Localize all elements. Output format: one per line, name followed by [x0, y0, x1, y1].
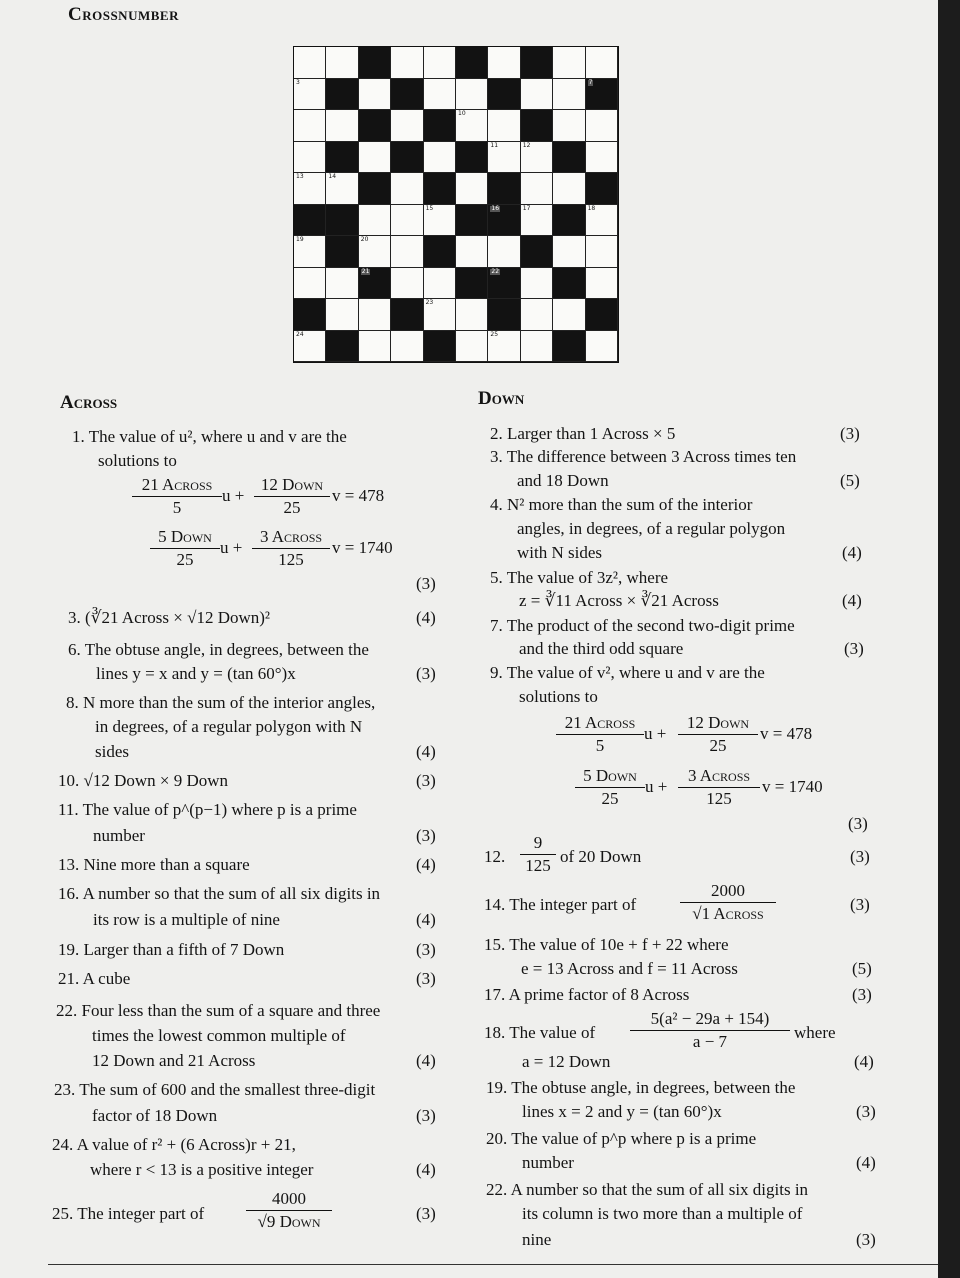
grid-cell[interactable] — [294, 79, 326, 111]
down-clue-12: 12. — [484, 847, 506, 866]
grid-cell[interactable] — [424, 268, 456, 300]
across-eq1-end: v = 478 — [332, 486, 385, 505]
down-clue-19-points: (3) — [856, 1102, 876, 1121]
grid-cell-black — [359, 173, 391, 205]
grid-cell-black — [553, 268, 585, 300]
down-eq1-end: v = 478 — [760, 724, 813, 743]
down-clue-19: 19. The obtuse angle, in degrees, between the — [486, 1078, 796, 1097]
across-clue-25-fraction: 4000 √9 Down — [246, 1188, 332, 1233]
down-clue-9-line2: solutions to — [519, 687, 598, 706]
across-clue-21: 21. A cube — [58, 969, 131, 988]
down-clue-14-points: (3) — [850, 895, 870, 914]
across-eq2-fraction2: 3 Across 125 — [252, 526, 330, 571]
grid-cell[interactable] — [326, 47, 358, 79]
across-clue-1: 1. The value of u², where u and v are the — [72, 427, 347, 446]
grid-cell-number: 3 — [296, 78, 300, 86]
down-eq2-fraction1: 5 Down 25 — [575, 765, 645, 810]
down-clue-20-line2: number — [522, 1153, 574, 1172]
grid-cell-black — [488, 299, 520, 331]
grid-cell-black — [326, 142, 358, 174]
grid-cell-number: 12 — [522, 141, 531, 149]
grid-cell[interactable] — [488, 47, 520, 79]
grid-cell[interactable] — [521, 79, 553, 111]
across-clue-11-line2: number — [93, 826, 145, 845]
grid-cell[interactable] — [359, 236, 391, 268]
across-clue-3-points: (4) — [416, 608, 436, 627]
grid-cell-number: 25 — [490, 330, 499, 338]
down-clue-20-points: (4) — [856, 1153, 876, 1172]
grid-cell-black — [586, 79, 618, 111]
grid-cell-black — [359, 47, 391, 79]
down-clue-2-points: (3) — [840, 424, 860, 443]
down-eq2-fraction2: 3 Across 125 — [678, 765, 760, 810]
across-eq2-end: v = 1740 — [332, 538, 393, 557]
across-clue-23: 23. The sum of 600 and the smallest three-digit — [54, 1080, 376, 1099]
grid-cell[interactable] — [391, 205, 423, 237]
grid-cell[interactable] — [391, 110, 423, 142]
grid-cell[interactable] — [553, 79, 585, 111]
down-clue-22-line2: its column is two more than a multiple of — [522, 1204, 803, 1223]
down-clue-4: 4. N² more than the sum of the interior — [490, 495, 753, 514]
grid-cell[interactable] — [326, 268, 358, 300]
grid-cell-number: 19 — [296, 236, 304, 243]
down-clue-18-line2: a = 12 Down — [522, 1052, 611, 1071]
grid-cell[interactable] — [586, 47, 618, 79]
grid-cell[interactable] — [586, 331, 618, 363]
grid-cell-number: 20 — [360, 236, 369, 243]
grid-cell-black — [553, 205, 585, 237]
across-heading: Across — [60, 392, 118, 413]
grid-cell[interactable] — [424, 299, 456, 331]
grid-cell[interactable] — [359, 299, 391, 331]
down-clue-14: 14. The integer part of — [484, 895, 637, 914]
down-eq1-fraction1: 21 Across 5 — [556, 712, 644, 757]
grid-cell[interactable] — [488, 142, 520, 174]
across-eq1-fraction2: 12 Down 25 — [254, 474, 330, 519]
down-clue-18: 18. The value of — [484, 1023, 596, 1042]
grid-cell-number: 16 — [491, 204, 500, 212]
across-eq1-mid: u + — [222, 486, 245, 505]
across-clue-22-line3: 12 Down and 21 Across — [92, 1051, 256, 1070]
across-clue-6-line2: lines y = x and y = (tan 60°)x — [96, 664, 296, 683]
grid-cell[interactable] — [456, 331, 488, 363]
down-clue-18-fraction: $\frac{\text{5(a² − 29a + 154)}}{a - 7}$ — [630, 1008, 790, 1053]
down-clue-7-line2: and the third odd square — [519, 639, 684, 658]
grid-cell-black — [424, 173, 456, 205]
across-clue-8-line3: sides — [95, 742, 129, 761]
grid-cell[interactable] — [391, 173, 423, 205]
grid-cell-black — [586, 173, 618, 205]
grid-cell-number: 11 — [490, 141, 499, 149]
down-clue-18-where: where — [794, 1023, 836, 1042]
down-clue-3-points: (5) — [840, 471, 860, 490]
grid-cell-black — [521, 110, 553, 142]
across-clue-6-points: (3) — [416, 664, 436, 683]
across-clue-1-points: (3) — [416, 574, 436, 593]
across-clue-3: 3. (∛21 Across × √12 Down)² — [68, 608, 270, 627]
down-clue-17-points: (3) — [852, 985, 872, 1004]
down-heading: Down — [478, 388, 525, 409]
grid-cell-black — [294, 205, 326, 237]
down-clue-4-points: (4) — [842, 543, 862, 562]
across-clue-19-points: (3) — [416, 940, 436, 959]
grid-cell[interactable] — [456, 110, 488, 142]
grid-cell[interactable] — [391, 268, 423, 300]
down-clue-12-points: (3) — [850, 847, 870, 866]
crossnumber-grid — [293, 46, 619, 363]
grid-cell[interactable] — [456, 299, 488, 331]
grid-cell[interactable] — [294, 268, 326, 300]
grid-cell-black — [456, 268, 488, 300]
grid-cell-black — [424, 331, 456, 363]
grid-cell[interactable] — [424, 79, 456, 111]
down-eq2-mid: u + — [645, 777, 668, 796]
down-clue-3-line2: and 18 Down — [517, 471, 609, 490]
across-eq1-fraction1: 21 Across 5 — [132, 474, 222, 519]
grid-cell-black — [586, 299, 618, 331]
grid-cell[interactable] — [553, 47, 585, 79]
grid-cell[interactable] — [326, 173, 358, 205]
down-clue-17: 17. A prime factor of 8 Across — [484, 985, 690, 1004]
down-clue-5-points: (4) — [842, 591, 862, 610]
down-clue-22-points: (3) — [856, 1230, 876, 1249]
down-clue-7: 7. The product of the second two-digit prime — [490, 616, 795, 635]
grid-cell[interactable] — [521, 268, 553, 300]
down-clue-7-points: (3) — [844, 639, 864, 658]
down-clue-19-line2: lines x = 2 and y = (tan 60°)x — [522, 1102, 722, 1121]
down-clue-18-points: (4) — [854, 1052, 874, 1071]
across-clue-10: 10. √12 Down × 9 Down — [58, 771, 229, 790]
grid-cell[interactable] — [521, 173, 553, 205]
down-clue-12-fraction: $\frac{9}{125}$ — [520, 832, 556, 877]
grid-cell-black — [424, 236, 456, 268]
grid-cell-black — [456, 142, 488, 174]
grid-cell-black — [488, 173, 520, 205]
across-clue-16: 16. A number so that the sum of all six digits in — [58, 884, 381, 903]
grid-cell[interactable] — [586, 268, 618, 300]
across-eq2-fraction1: 5 Down 25 — [150, 526, 220, 571]
across-clue-16-points: (4) — [416, 910, 436, 929]
grid-cell[interactable] — [294, 236, 326, 268]
grid-cell-number: 14 — [328, 173, 337, 180]
down-clue-9: 9. The value of v², where u and v are the — [490, 663, 765, 682]
down-clue-20: 20. The value of p^p where p is a prime — [486, 1129, 757, 1148]
grid-cell[interactable] — [294, 173, 326, 205]
grid-cell-black — [359, 268, 391, 300]
bottom-rule — [48, 1264, 938, 1265]
grid-cell[interactable] — [294, 142, 326, 174]
grid-cell[interactable] — [456, 79, 488, 111]
grid-cell-black — [391, 79, 423, 111]
grid-cell[interactable] — [553, 110, 585, 142]
down-eq1-mid: u + — [644, 724, 667, 743]
grid-cell-black — [521, 47, 553, 79]
grid-cell[interactable] — [391, 331, 423, 363]
grid-cell[interactable] — [424, 142, 456, 174]
grid-cell-black — [456, 205, 488, 237]
across-clue-22-points: (4) — [416, 1051, 436, 1070]
page-title: Crossnumber — [68, 4, 179, 25]
across-clue-25: 25. The integer part of — [52, 1204, 205, 1223]
across-clue-13-points: (4) — [416, 855, 436, 874]
grid-cell-black — [488, 79, 520, 111]
across-clue-23-points: (3) — [416, 1106, 436, 1125]
grid-cell[interactable] — [586, 205, 618, 237]
down-clue-9-points: (3) — [848, 814, 868, 833]
grid-cell[interactable] — [391, 236, 423, 268]
screen-edge — [938, 0, 960, 1278]
grid-cell[interactable] — [391, 47, 423, 79]
grid-cell[interactable] — [326, 110, 358, 142]
across-clue-8-points: (4) — [416, 742, 436, 761]
grid-cell-black — [326, 236, 358, 268]
across-eq2-mid: u + — [220, 538, 243, 557]
grid-cell[interactable] — [521, 299, 553, 331]
grid-cell[interactable] — [553, 173, 585, 205]
grid-cell-number: 18 — [587, 204, 596, 212]
across-clue-16-line2: its row is a multiple of nine — [93, 910, 280, 929]
grid-cell-black — [294, 299, 326, 331]
across-clue-8-line2: in degrees, of a regular polygon with N — [95, 717, 363, 736]
grid-cell[interactable] — [424, 47, 456, 79]
grid-cell-number: 17 — [522, 204, 531, 212]
across-clue-13: 13. Nine more than a square — [58, 855, 250, 874]
grid-cell[interactable] — [586, 110, 618, 142]
across-clue-24: 24. A value of r² + (6 Across)r + 21, — [52, 1135, 296, 1154]
grid-cell-black — [553, 331, 585, 363]
across-clue-24-points: (4) — [416, 1160, 436, 1179]
across-clue-11: 11. The value of p^(p−1) where p is a prime — [58, 800, 357, 819]
grid-cell-black — [326, 331, 358, 363]
grid-cell[interactable] — [521, 142, 553, 174]
down-eq2-end: v = 1740 — [762, 777, 823, 796]
grid-cell-black — [391, 299, 423, 331]
across-clue-23-line2: factor of 18 Down — [92, 1106, 218, 1125]
down-eq1-fraction2: 12 Down 25 — [678, 712, 758, 757]
across-clue-11-points: (3) — [416, 826, 436, 845]
down-clue-2: 2. Larger than 1 Across × 5 — [490, 424, 676, 443]
across-clue-1-line2: solutions to — [98, 451, 177, 470]
across-clue-25-points: (3) — [416, 1204, 436, 1223]
grid-cell-black — [359, 110, 391, 142]
down-clue-5-line2: z = ∛11 Across × ∛21 Across — [519, 591, 719, 610]
grid-cell[interactable] — [359, 331, 391, 363]
across-clue-21-points: (3) — [416, 969, 436, 988]
grid-cell[interactable] — [359, 205, 391, 237]
across-clue-22: 22. Four less than the sum of a square and three — [56, 1001, 381, 1020]
grid-cell-number: 23 — [425, 299, 434, 306]
across-clue-19: 19. Larger than a fifth of 7 Down — [58, 940, 285, 959]
grid-cell[interactable] — [294, 47, 326, 79]
grid-cell-number: 10 — [458, 110, 466, 117]
grid-cell[interactable] — [586, 142, 618, 174]
grid-cell-black — [326, 205, 358, 237]
grid-cell[interactable] — [488, 236, 520, 268]
grid-cell-black — [553, 142, 585, 174]
grid-cell[interactable] — [456, 236, 488, 268]
down-clue-15: 15. The value of 10e + f + 22 where — [484, 935, 729, 954]
down-clue-5: 5. The value of 3z², where — [490, 568, 669, 587]
grid-cell-black — [521, 236, 553, 268]
grid-cell-number: 15 — [425, 204, 434, 212]
grid-cell[interactable] — [456, 173, 488, 205]
grid-cell-number: 24 — [296, 330, 304, 338]
grid-cell[interactable] — [553, 299, 585, 331]
grid-cell[interactable] — [326, 299, 358, 331]
grid-cell-black — [326, 79, 358, 111]
grid-cell[interactable] — [424, 205, 456, 237]
across-clue-24-line2: where r < 13 is a positive integer — [90, 1160, 314, 1179]
grid-cell-number: 13 — [296, 173, 304, 180]
down-clue-12-text: of 20 Down — [560, 847, 642, 866]
down-clue-22: 22. A number so that the sum of all six digits in — [486, 1180, 809, 1199]
down-clue-4-line2: angles, in degrees, of a regular polygon — [517, 519, 786, 538]
down-clue-15-line2: e = 13 Across and f = 11 Across — [521, 959, 738, 978]
grid-cell-black — [488, 268, 520, 300]
grid-cell[interactable] — [294, 331, 326, 363]
down-clue-14-fraction: 2000 √1 Across — [680, 880, 776, 925]
grid-cell[interactable] — [359, 142, 391, 174]
grid-cell-black — [488, 205, 520, 237]
down-clue-22-line3: nine — [522, 1230, 552, 1249]
grid-cell[interactable] — [294, 110, 326, 142]
down-clue-15-points: (5) — [852, 959, 872, 978]
grid-cell-number: 7 — [588, 78, 593, 86]
across-clue-6: 6. The obtuse angle, in degrees, between the — [68, 640, 369, 659]
grid-cell-number: 22 — [491, 267, 500, 275]
down-clue-4-line3: with N sides — [517, 543, 602, 562]
grid-cell[interactable] — [488, 110, 520, 142]
grid-cell-number: 21 — [361, 267, 370, 275]
down-clue-3: 3. The difference between 3 Across times ten — [490, 447, 797, 466]
grid-cell-black — [424, 110, 456, 142]
across-clue-10-points: (3) — [416, 771, 436, 790]
across-clue-8: 8. N more than the sum of the interior angles, — [66, 693, 376, 712]
grid-cell[interactable] — [521, 331, 553, 363]
grid-cell-black — [456, 47, 488, 79]
grid-cell-black — [391, 142, 423, 174]
grid-cell[interactable] — [553, 236, 585, 268]
across-clue-22-line2: times the lowest common multiple of — [92, 1026, 346, 1045]
grid-cell[interactable] — [488, 331, 520, 363]
grid-cell[interactable] — [521, 205, 553, 237]
grid-cell[interactable] — [359, 79, 391, 111]
grid-cell[interactable] — [586, 236, 618, 268]
